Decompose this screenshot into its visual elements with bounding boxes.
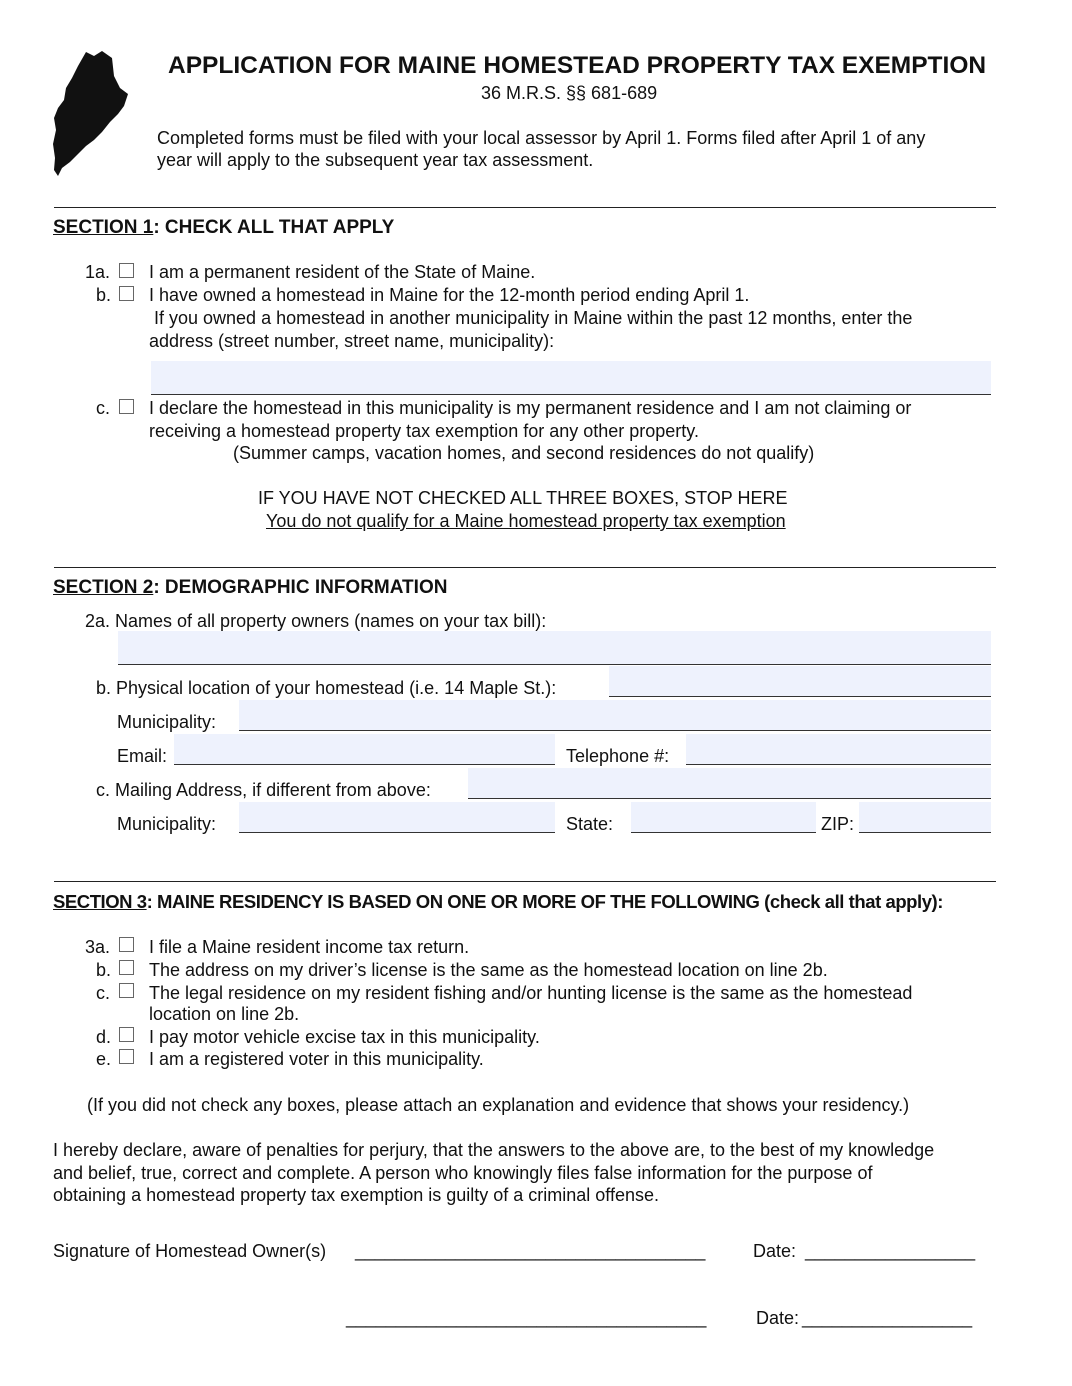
declaration-line3: obtaining a homestead property tax exemption is guilty of a criminal offense. <box>53 1185 660 1205</box>
checkbox-1c[interactable] <box>119 399 134 414</box>
telephone-label: Telephone #: <box>566 746 670 766</box>
prior-homestead-address-field[interactable] <box>151 361 991 395</box>
item-3c-text-line2: location on line 2b. <box>149 1004 300 1024</box>
declaration-line1: I hereby declare, aware of penalties for perjury, that the answers to the above are, to the best of my knowledge <box>53 1140 935 1160</box>
zip-field[interactable] <box>859 802 991 833</box>
declaration-line2: and belief, true, correct and complete. A person who knowingly files false information for the purpose of <box>53 1163 873 1183</box>
date-label-2: Date: <box>756 1308 800 1328</box>
item-3a-text: I file a Maine resident income tax return. <box>149 937 470 957</box>
item-3e-text: I am a registered voter in this municipality. <box>149 1049 484 1069</box>
section1-heading <box>53 218 394 237</box>
municipality2-label: Municipality: <box>117 814 217 834</box>
signature-line-1[interactable]: ___________________________________ <box>355 1241 706 1261</box>
zip-label: ZIP: <box>821 814 855 834</box>
section2-label: SECTION 2 <box>53 577 154 598</box>
section2-heading <box>53 578 447 597</box>
item-1c-text-line2: receiving a homestead property tax exemption for any other property. <box>149 421 699 441</box>
divider <box>54 567 996 568</box>
mailing-label: c. Mailing Address, if different from above: <box>96 780 431 800</box>
divider <box>54 881 996 882</box>
signature-line-2[interactable]: ____________________________________ <box>346 1308 707 1328</box>
date-label-1: Date: <box>753 1241 797 1261</box>
item-3e-marker: e. <box>96 1049 112 1069</box>
stop-warning-note: You do not qualify for a Maine homestead property tax exemption <box>266 511 786 531</box>
mailing-address-field[interactable] <box>468 768 991 799</box>
municipality-label: Municipality: <box>117 712 217 732</box>
item-3a-marker: 3a. <box>85 937 111 957</box>
checkbox-3d[interactable] <box>119 1027 134 1042</box>
item-3d-text: I pay motor vehicle excise tax in this municipality. <box>149 1027 540 1047</box>
residency-note: (If you did not check any boxes, please attach an explanation and evidence that shows your residency.) <box>87 1095 910 1115</box>
checkbox-3c[interactable] <box>119 983 134 998</box>
item-1a-text: I am a permanent resident of the State of Maine. <box>149 262 536 282</box>
state-label: State: <box>566 814 614 834</box>
checkbox-3a[interactable] <box>119 937 134 952</box>
filing-notice-line2: year will apply to the subsequent year tax assessment. <box>157 150 594 170</box>
owners-field[interactable] <box>118 631 991 665</box>
stop-warning: IF YOU HAVE NOT CHECKED ALL THREE BOXES, STOP HERE <box>258 488 788 508</box>
municipality-field[interactable] <box>239 700 991 731</box>
statute-reference: 36 M.R.S. §§ 681-689 <box>481 83 658 103</box>
section3-heading <box>53 893 943 912</box>
municipality2-field[interactable] <box>239 802 555 833</box>
maine-state-silhouette-icon <box>50 48 130 180</box>
checkbox-3b[interactable] <box>119 960 134 975</box>
item-3b-marker: b. <box>96 960 112 980</box>
item-1c-text-line3: (Summer camps, vacation homes, and second residences do not qualify) <box>233 443 815 463</box>
email-label: Email: <box>117 746 168 766</box>
section3-label: SECTION 3 <box>53 891 147 912</box>
telephone-field[interactable] <box>686 734 991 765</box>
item-1b-note-line1: If you owned a homestead in another municipality in Maine within the past 12 months, enter the <box>154 308 913 328</box>
checkbox-1a[interactable] <box>119 263 134 278</box>
filing-notice-line1: Completed forms must be filed with your local assessor by April 1. Forms filed after April 1 of any <box>157 128 926 148</box>
state-field[interactable] <box>631 802 816 833</box>
checkbox-1b[interactable] <box>119 286 134 301</box>
signature-label: Signature of Homestead Owner(s) <box>53 1241 327 1261</box>
owners-label: 2a. Names of all property owners (names on your tax bill): <box>85 611 547 631</box>
date-line-1[interactable]: _________________ <box>805 1241 976 1261</box>
item-1a-marker: 1a. <box>85 262 111 282</box>
section3-title: : MAINE RESIDENCY IS BASED ON ONE OR MORE OF THE FOLLOWING (check all that apply): <box>146 891 943 912</box>
section1-label: SECTION 1 <box>53 217 154 238</box>
item-3c-text: The legal residence on my resident fishing and/or hunting license is the same as the homestead <box>149 983 913 1003</box>
item-1b-text: I have owned a homestead in Maine for the 12-month period ending April 1. <box>149 285 750 305</box>
location-label: b. Physical location of your homestead (i.e. 14 Maple St.): <box>96 678 557 698</box>
item-3c-marker: c. <box>96 983 111 1003</box>
section1-title: : CHECK ALL THAT APPLY <box>153 217 395 238</box>
form-title: APPLICATION FOR MAINE HOMESTEAD PROPERTY TAX EXEMPTION <box>168 52 987 79</box>
item-3b-text: The address on my driver’s license is the same as the homestead location on line 2b. <box>149 960 828 980</box>
date-line-2[interactable]: _________________ <box>802 1308 973 1328</box>
item-3d-marker: d. <box>96 1027 112 1047</box>
checkbox-3e[interactable] <box>119 1049 134 1064</box>
item-1c-text: I declare the homestead in this municipality is my permanent residence and I am not claiming or <box>149 398 912 418</box>
item-1b-marker: b. <box>96 285 112 305</box>
location-field[interactable] <box>609 666 991 697</box>
item-1b-note-line2: address (street number, street name, municipality): <box>149 331 555 351</box>
item-1c-marker: c. <box>96 398 111 418</box>
section2-title: : DEMOGRAPHIC INFORMATION <box>153 577 448 598</box>
email-field[interactable] <box>174 734 555 765</box>
divider <box>54 207 996 208</box>
